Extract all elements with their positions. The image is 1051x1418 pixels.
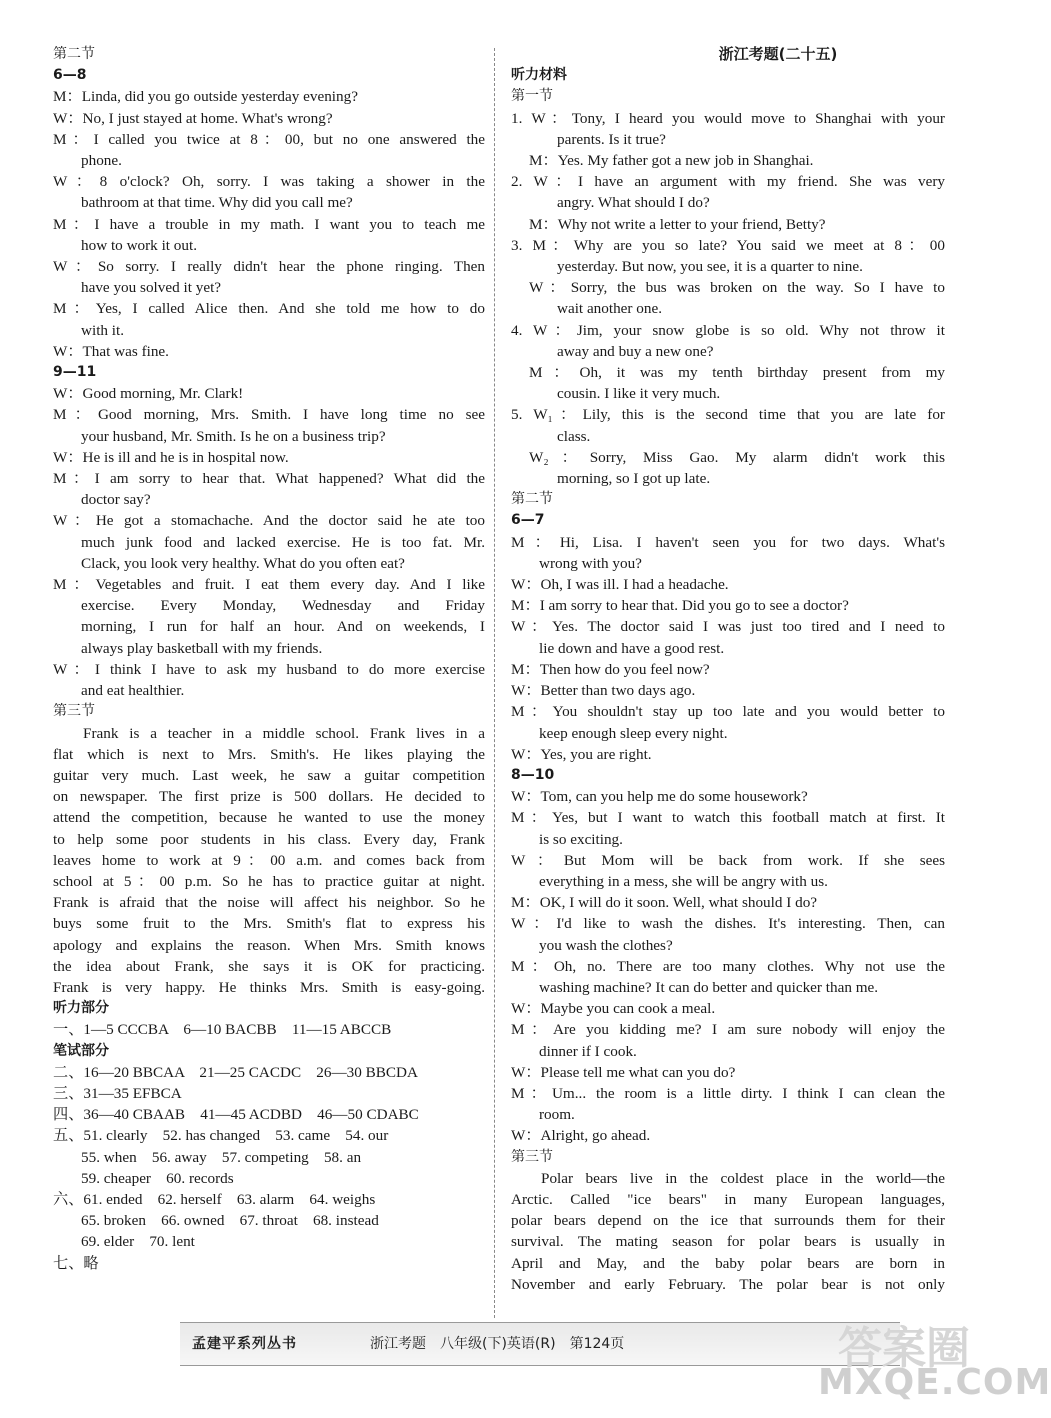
left-text-line: with it. [81, 321, 125, 339]
left-text-line: 9—11 [53, 364, 97, 381]
left-text-line: W：That was fine. [53, 342, 169, 360]
right-text-line: 浙江考题(二十五) [718, 45, 838, 63]
right-text-line: wait another one. [557, 300, 663, 318]
left-text-line: 三、31—35 EFBCA [53, 1084, 182, 1102]
footer-info: 浙江考题 八年级(下)英语(R) 第124页 [370, 1336, 625, 1352]
right-text-line: class. [557, 427, 591, 445]
right-text-line: away and buy a new one? [557, 342, 714, 360]
left-text-line: 第三节 [53, 703, 95, 720]
right-text-line: W：Oh, I was ill. I had a headache. [511, 576, 729, 594]
right-text-line: M：Yes, but I want to watch this football match at first. It [511, 809, 945, 827]
left-text-line: Frank is very happy. He thinks Mrs. Smith is easy-going. [53, 978, 485, 996]
right-text-line: W：Sorry, the bus was broken on the way. So I have to [529, 279, 945, 297]
left-text-line: M：I called you twice at 8：00, but no one answered the [53, 130, 485, 148]
right-text-line: everything in a mess, she will be angry with us. [539, 872, 828, 890]
left-text-line: 听力部分 [53, 1000, 109, 1017]
right-text-line: 2. W：I have an argument with my friend. She was very [511, 173, 945, 191]
right-text-line: W：Tom, can you help me do some housework? [511, 788, 808, 806]
left-text-line: how to work it out. [81, 236, 198, 254]
right-text-line: 第一节 [511, 88, 553, 105]
left-text-line: 59. cheaper 60. records [81, 1169, 234, 1187]
left-text-line: Frank is a teacher in a middle school. Frank lives in a [83, 724, 485, 742]
left-text-line: W：No, I just stayed at home. What's wrong? [53, 109, 333, 127]
left-text-line: leaves home to work at 9：00 a.m. and comes back from [53, 851, 485, 869]
left-text-line: doctor say? [81, 491, 151, 509]
right-text-line: W：Yes, you are right. [511, 745, 652, 763]
left-text-line: phone. [81, 152, 122, 170]
right-text-line: November and early February. The polar bear is not only [511, 1275, 945, 1293]
left-text-line: flat which is next to Mrs. Smith's. He likes playing the [53, 745, 485, 763]
right-text-line: angry. What should I do? [557, 194, 710, 212]
left-text-line: 四、36—40 CBAAB 41—45 ACDBD 46—50 CDABC [53, 1106, 419, 1124]
page-footer [180, 1322, 900, 1366]
right-text-line: W：Please tell me what can you do? [511, 1063, 736, 1081]
watermark-logo: 答案圈 [838, 1323, 970, 1374]
column-divider [494, 48, 495, 1318]
left-text-line: to help some poor students in his class. Every day, Frank [53, 830, 485, 848]
left-text-line: 七、略 [53, 1254, 99, 1272]
right-text-line: M：Hi, Lisa. I haven't seen you for two days. What's [511, 533, 945, 551]
left-text-line: M：Vegetables and fruit. I eat them every day. And I like [53, 576, 485, 594]
right-text-line: W：Better than two days ago. [511, 682, 696, 700]
right-text-line: M：Yes. My father got a new job in Shanghai. [529, 152, 814, 170]
left-text-line: 第二节 [53, 46, 95, 62]
left-text-line: attend the competition, because he wanted to use the money [53, 809, 485, 827]
right-text-line: M：Oh, it was my tenth birthday present from my [529, 364, 945, 382]
left-text-line: school at 5：00 p.m. So he has to practice guitar at night. [53, 872, 485, 890]
right-text-line: 1. W：Tony, I heard you would move to Shanghai with your [511, 109, 945, 127]
right-text-line: 听力材料 [511, 67, 567, 84]
watermark-url: MXQE.COM [818, 1362, 1051, 1403]
right-text-line: you wash the clothes? [539, 936, 673, 954]
right-text-line: 3. M：Why are you so late? You said we meet at 8：00 [511, 236, 945, 254]
left-text-line: guitar very much. Last week, he saw a guitar competition [53, 766, 485, 784]
right-text-line: W：Alright, go ahead. [511, 1127, 651, 1145]
right-text-line: keep enough sleep every night. [539, 724, 728, 742]
left-text-line: W：So sorry. I really didn't hear the phone ringing. Then [53, 258, 485, 276]
right-text-line: W：I'd like to wash the dishes. It's interesting. Then, can [511, 915, 945, 933]
right-text-line: M：Um... the room is a little dirty. I think I can clean the [511, 1084, 945, 1102]
left-text-line: 五、51. clearly 52. has changed 53. came 54. our [53, 1127, 389, 1145]
left-text-line: 65. broken 66. owned 67. throat 68. instead [81, 1212, 379, 1230]
right-text-line: morning, so I got up late. [557, 470, 711, 488]
left-text-line: W：8 o'clock? Oh, sorry. I was taking a shower in the [53, 173, 485, 191]
right-text-line: M：Why not write a letter to your friend, Betty? [529, 215, 826, 233]
right-text-line: W：Maybe you can cook a meal. [511, 1000, 716, 1018]
right-text-line: dinner if I cook. [539, 1042, 637, 1060]
left-text-line: 二、16—20 BBCAA 21—25 CACDC 26—30 BBCDA [53, 1063, 418, 1081]
right-column [511, 44, 945, 1295]
left-text-line: 6—8 [53, 67, 87, 84]
left-text-line: Clack, you look very healthy. What do you often eat? [81, 554, 405, 572]
right-text-line: yesterday. But now, you see, it is a quarter to nine. [557, 258, 863, 276]
right-text-line: M：Then how do you feel now? [511, 660, 710, 678]
right-text-line: 4. W：Jim, your snow globe is so old. Why not throw it [511, 321, 945, 339]
left-text-line: M：Linda, did you go outside yesterday evening? [53, 88, 358, 106]
left-text-line: 55. when 56. away 57. competing 58. an [81, 1148, 362, 1166]
right-text-line: washing machine? It can do better and quicker than me. [539, 978, 879, 996]
right-text-line: W₂：Sorry, Miss Gao. My alarm didn't work this [529, 448, 945, 466]
right-text-line: Arctic. Called "ice bears" in many European languages, [511, 1190, 945, 1208]
left-text-line: 笔试部分 [53, 1042, 109, 1059]
left-text-line: bathroom at that time. Why did you call me? [81, 194, 353, 212]
right-text-line: M：You shouldn't stay up too late and you would better to [511, 703, 945, 721]
right-text-line: April and May, and the baby polar bears are born in [511, 1254, 945, 1272]
left-text-line: exercise. Every Monday, Wednesday and Friday [81, 597, 485, 615]
right-text-line: 5. W₁：Lily, this is the second time that you are late for [511, 406, 945, 424]
right-text-line: room. [539, 1106, 575, 1124]
right-text-line: M：OK, I will do it soon. Well, what should I do? [511, 894, 818, 912]
left-text-line: 一、1—5 CCCBA 6—10 BACBB 11—15 ABCCB [53, 1021, 392, 1039]
left-text-line: buys some fruit to the Mrs. Smith's flat to express his [53, 915, 485, 933]
left-column [53, 44, 485, 1274]
right-text-line: W：But Mom will be back from work. If she sees [511, 851, 945, 869]
left-text-line: M：I have a trouble in my math. I want you to teach me [53, 215, 485, 233]
right-text-line: lie down and have a good rest. [539, 639, 725, 657]
right-text-line: W：Yes. The doctor said I was just too tired and I need to [511, 618, 945, 636]
left-text-line: and eat healthier. [81, 682, 185, 700]
right-text-line: cousin. I like it very much. [557, 385, 721, 403]
left-text-line: M：Good morning, Mrs. Smith. I have long time no see [53, 406, 485, 424]
right-text-line: polar bears depend on the ice that surrounds them for their [511, 1212, 945, 1230]
right-text-line: 6—7 [511, 512, 545, 529]
right-text-line: 第三节 [511, 1148, 553, 1165]
left-text-line: apology and explains the reason. When Mrs. Smith knows [53, 936, 485, 954]
left-text-line: morning, I run for half an hour. And on weekends, I [81, 618, 485, 636]
right-text-line: 8—10 [511, 766, 555, 783]
right-text-line: M：Oh, no. There are too many clothes. Why not use the [511, 957, 945, 975]
right-text-line: survival. The mating season for polar bears is usually in [511, 1233, 945, 1251]
left-text-line: W：He is ill and he is in hospital now. [53, 448, 289, 466]
left-text-line: W：I think I have to ask my husband to do more exercise [53, 660, 485, 678]
right-text-line: M：I am sorry to hear that. Did you go to see a doctor? [511, 597, 849, 615]
left-text-line: 六、61. ended 62. herself 63. alarm 64. weighs [53, 1190, 376, 1208]
left-text-line: M：Yes, I called Alice then. And she told me how to do [53, 300, 485, 318]
right-text-line: is so exciting. [539, 830, 623, 848]
series-brand: 孟建平系列丛书 [192, 1336, 297, 1352]
left-text-line: the idea about Frank, she says it is OK for practicing. [53, 957, 485, 975]
right-text-line: wrong with you? [539, 554, 642, 572]
right-text-line: M：Are you kidding me? I am sure nobody will enjoy the [511, 1021, 945, 1039]
right-text-line: 第二节 [511, 491, 553, 508]
left-text-line: W：He got a stomachache. And the doctor said he ate too [53, 512, 485, 530]
right-text-line: Polar bears live in the coldest place in the world—the [541, 1169, 945, 1187]
left-text-line: have you solved it yet? [81, 279, 222, 297]
left-text-line: always play basketball with my friends. [81, 639, 323, 657]
right-text-line: parents. Is it true? [557, 130, 666, 148]
left-text-line: on newspaper. The first prize is 500 dollars. He decided to [53, 788, 485, 806]
left-text-line: your husband, Mr. Smith. Is he on a business trip? [81, 427, 386, 445]
left-text-line: W：Good morning, Mr. Clark! [53, 385, 244, 403]
left-text-line: M：I am sorry to hear that. What happened? What did the [53, 470, 485, 488]
left-text-line: much junk food and lacked exercise. He is too fat. Mr. [81, 533, 485, 551]
left-text-line: Frank is afraid that the noise will affect his neighbor. So he [53, 894, 485, 912]
left-text-line: 69. elder 70. lent [81, 1233, 195, 1251]
